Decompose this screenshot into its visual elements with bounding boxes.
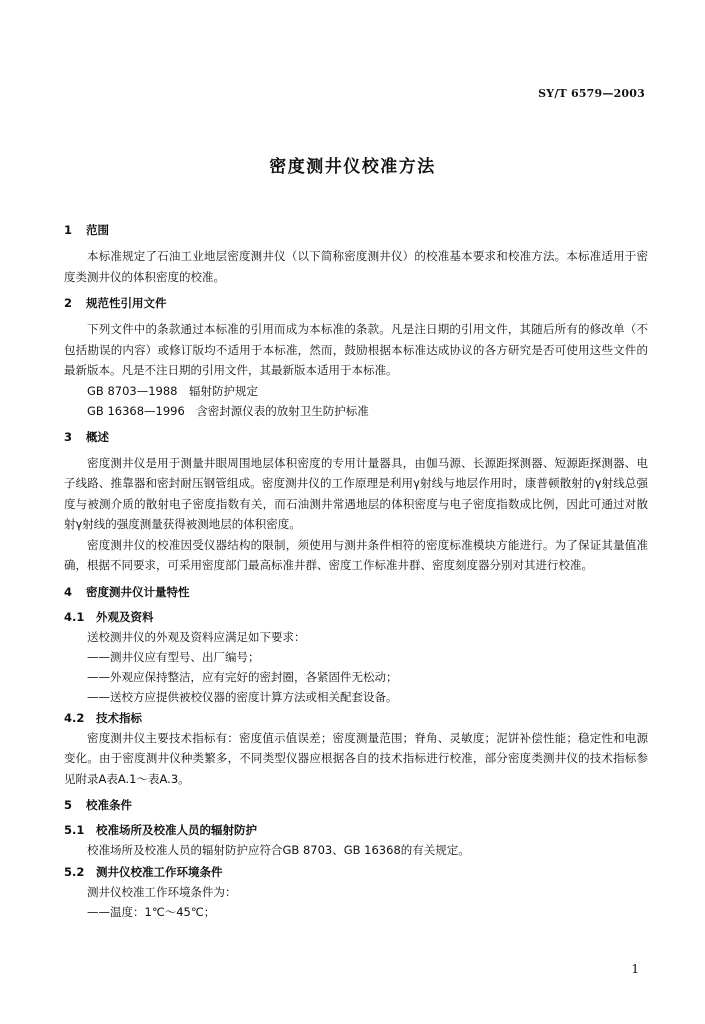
list-item: 测井仪校准工作环境条件为：: [87, 884, 237, 899]
list-item: 送校测井仪的外观及资料应满足如下要求：: [87, 629, 306, 644]
list-item: ——测井仪应有型号、出厂编号；: [87, 649, 260, 664]
page-number: 1: [631, 962, 639, 976]
document-body: [64, 220, 648, 922]
section-4-2-heading: [64, 709, 648, 728]
section-number: 1: [64, 223, 73, 237]
section-4-1-heading: [64, 608, 648, 627]
subsection-number: 4.2: [64, 710, 85, 725]
section-5-heading: [64, 795, 648, 815]
section-title: 概述: [86, 429, 109, 444]
document-title: 密度测井仪校准方法: [269, 157, 436, 177]
section-title: 校准条件: [86, 798, 132, 812]
section-2-heading: [64, 293, 648, 313]
subsection-title: 测井仪校准工作环境条件: [96, 864, 223, 879]
section-number: 2: [64, 296, 73, 310]
reference-gb8703: GB 8703—1988 辐射防护规定: [87, 383, 258, 398]
subsection-title: 校准场所及校准人员的辐射防护: [96, 823, 257, 837]
subsection-title: 技术指标: [96, 710, 142, 725]
section-number: 3: [64, 429, 73, 444]
section-1-heading: [64, 220, 648, 240]
subsection-number: 5.1: [64, 823, 85, 837]
list-item: ——外观应保持整洁，应有完好的密封圈，各紧固件无松动；: [87, 669, 398, 684]
subsection-number: 4.1: [64, 609, 85, 624]
list-item: ——送校方应提供被校仪器的密度计算方法或相关配套设备。: [87, 689, 398, 704]
section-number: 4: [64, 584, 73, 599]
section-title: 范围: [86, 223, 109, 237]
section-5-2-heading: [64, 863, 648, 882]
section-4-2-paragraph: 密度测井仪主要技术指标有：密度值示值误差；密度测量范围；脊角、灵敏度；泥饼补偿性能；稳定性和电源变化。由于密度测井仪种类繁多，不同类型仪器应根据各自的技术指标进行校准，部分密度类测井仪的技术指标参见附录A表A.1～表A.3。: [64, 730, 648, 786]
section-5-1-paragraph: 校准场所及校准人员的辐射防护应符合GB 8703、GB 16368的有关规定。: [87, 843, 470, 857]
section-4-heading: [64, 582, 648, 602]
subsection-title: 外观及资料: [96, 609, 154, 624]
section-5-1-heading: [64, 821, 648, 840]
section-number: 5: [64, 798, 73, 812]
section-3-heading: [64, 427, 648, 447]
section-1-paragraph: 本标准规定了石油工业地层密度测井仪（以下简称密度测井仪）的校准基本要求和校准方法。本标准适用于密度类测井仪的体积密度的校准。: [64, 249, 648, 284]
section-2-paragraph: 下列文件中的条款通过本标准的引用而成为本标准的条款。凡是注日期的引用文件，其随后所有的修改单（不包括勘误的内容）或修订版均不适用于本标准，然而，鼓励根据本标准达成协议的各方研究是否可使用这些文件的最新版本。凡是不注日期的引用文件，其最新版本适用于本标准。: [64, 322, 648, 377]
standard-code: SY/T 6579—2003: [538, 87, 645, 100]
section-title: 规范性引用文件: [86, 296, 167, 310]
subsection-number: 5.2: [64, 864, 85, 879]
section-3-paragraph-1: 密度测井仪是用于测量井眼周围地层体积密度的专用计量器具，由伽马源、长源距探测器、短源距探测器、电子线路、推靠器和密封耐压钢管组成。密度测井仪的工作原理是利用γ射线与地层作用时，康普顿散射的γ射线总强度与被测介质的散射电子密度指数有关，而石油测井常遇地层的体积密度与电子密度指数成比例，因此可通过对散射γ射线的强度测量获得被测地层的体积密度。: [64, 455, 648, 531]
reference-gb16368: GB 16368—1996 含密封源仪表的放射卫生防护标准: [87, 403, 369, 418]
list-item: ——温度：1℃～45℃；: [87, 904, 216, 919]
section-3-paragraph-2: 密度测井仪的校准因受仪器结构的限制，须使用与测井条件相符的密度标准模块方能进行。为了保证其量值准确，根据不同要求，可采用密度部门最高标准井群、密度工作标准井群、密度刻度器分别对其进行校准。: [64, 537, 648, 572]
section-title: 密度测井仪计量特性: [86, 584, 190, 599]
